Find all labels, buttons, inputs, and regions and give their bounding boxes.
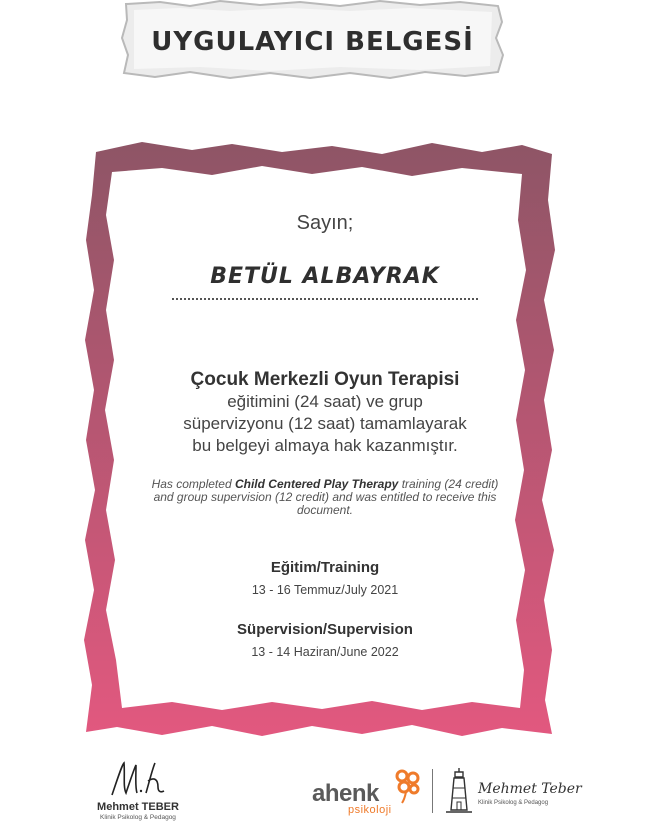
teber-logo-sub: Klinik Psikolog & Pedagog xyxy=(478,800,549,806)
body-en-suffix: training (24 credit) and group supervision (12 credit) and was entitled to receive this document. xyxy=(153,477,499,517)
title-banner xyxy=(120,0,505,82)
lighthouse-logo-icon xyxy=(446,768,472,819)
flower-logo-icon xyxy=(392,768,422,809)
document-title: UYGULAYICI BELGESİ xyxy=(151,27,474,57)
body-tr-line: bu belgeyi almaya hak kazanmıştır. xyxy=(192,436,458,455)
body-tr-line: süpervizyonu (12 saat) tamamlayarak xyxy=(183,414,467,433)
training-dates: 13 - 16 Temmuz/July 2021 xyxy=(251,583,399,597)
signature-name: Mehmet TEBER xyxy=(97,801,179,813)
body-en-course: Child Centered Play Therapy xyxy=(234,477,399,491)
body-en xyxy=(150,478,500,517)
training-label: Eğitim/Training xyxy=(270,559,380,576)
ahenk-logo-sub: psikoloji xyxy=(348,804,392,816)
signature-scribble-icon xyxy=(108,757,168,804)
course-title-tr: Çocuk Merkezli Oyun Terapisi xyxy=(190,369,460,390)
ahenk-logo-text: ahenk xyxy=(312,780,379,807)
supervision-label: Süpervision/Supervision xyxy=(237,621,413,638)
name-underline xyxy=(172,298,478,300)
logo-divider xyxy=(432,769,433,813)
signature-role: Klinik Psikolog & Pedagog xyxy=(100,814,176,821)
supervision-dates: 13 - 14 Haziran/June 2022 xyxy=(251,645,399,659)
salutation: Sayın; xyxy=(296,212,354,234)
teber-logo-text: Mehmet Teber xyxy=(478,781,582,797)
recipient-name: BETÜL ALBAYRAK xyxy=(210,264,440,289)
body-en-prefix: Has completed xyxy=(151,477,232,491)
body-tr-line: eğitimini (24 saat) ve grup xyxy=(227,392,423,411)
